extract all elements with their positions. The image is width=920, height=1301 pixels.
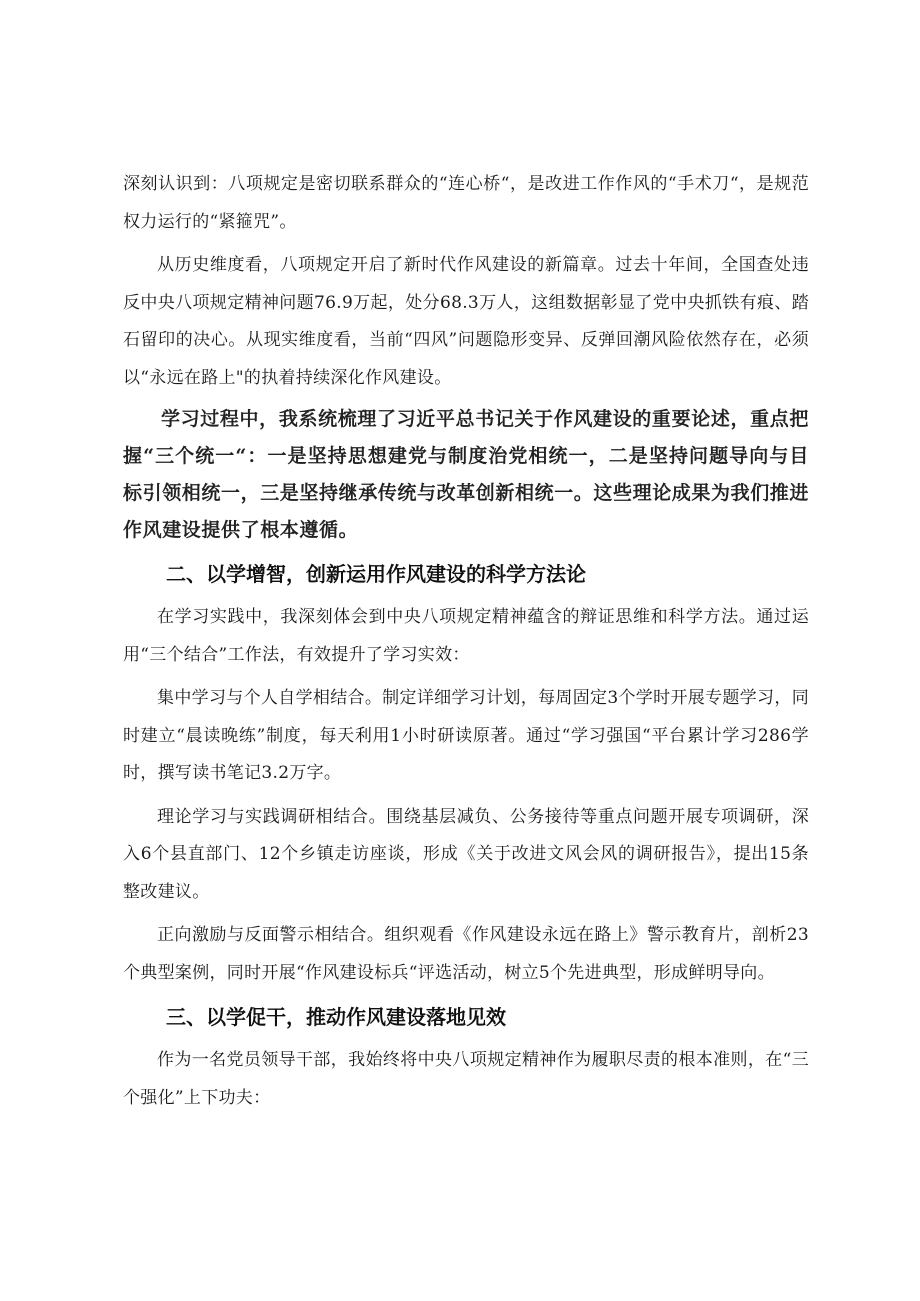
paragraph-continuation: 深刻认识到：八项规定是密切联系群众的“连心桥“，是改进工作作风的“手术刀“，是规范权力运行的“紧箍咒”。 (123, 174, 809, 232)
document-body (123, 166, 809, 1117)
section-heading-2: 二、以学增智，创新运用作风建设的科学方法论 (166, 562, 586, 586)
paragraph-incentive-warning: 正向激励与反面警示相结合。组织观看《作风建设永远在路上》警示教育片，剖析23个典型案例，同时开展“作风建设标兵“评选活动，树立5个先进典型，形成鲜明导向。 (123, 925, 809, 983)
paragraph-historical-dimension: 从历史维度看，八项规定开启了新时代作风建设的新篇章。过去十年间，全国查处违反中央八项规定精神问题76.9万起，处分68.3万人，这组数据彰显了党中央抓铁有痕、踏石留印的决心。从现实维度看，当前“四风”问题隐形变异、反弹回潮风险依然存在，必须以“永远在路上"的执着持续深化作风建设。 (123, 255, 809, 388)
paragraph-learning-practice: 在学习实践中，我深刻体会到中央八项规定精神蕴含的辩证思维和科学方法。通过运用“三个结合”工作法，有效提升了学习实效： (123, 607, 809, 665)
paragraph-theory-practice: 理论学习与实践调研相结合。围绕基层减负、公务接待等重点问题开展专项调研，深入6个县直部门、12个乡镇走访座谈，形成《关于改进文风会风的调研报告》，提出15条整改建议。 (123, 806, 809, 902)
paragraph-concentrated-study: 集中学习与个人自学相结合。制定详细学习计划，每周固定3个学时开展专题学习，同时建立“晨读晚练”制度，每天利用1小时研读原著。通过“学习强国“平台累计学习286学时，撰写读书笔记3.2万字。 (123, 688, 809, 783)
paragraph-party-leader: 作为一名党员领导干部，我始终将中央八项规定精神作为履职尽责的根本准则，在“三个强化”上下功夫： (123, 1050, 809, 1108)
paragraph-three-unities: 学习过程中，我系统梳理了习近平总书记关于作风建设的重要论述，重点把握“三个统一“：一是坚持思想建党与制度治党相统一，二是坚持问题导向与目标引领相统一，三是坚持继承传统与改革创新相统一。这些理论成果为我们推进作风建设提供了根本遵循。 (123, 408, 810, 541)
section-heading-3: 三、以学促干，推动作风建设落地见效 (166, 1005, 506, 1029)
